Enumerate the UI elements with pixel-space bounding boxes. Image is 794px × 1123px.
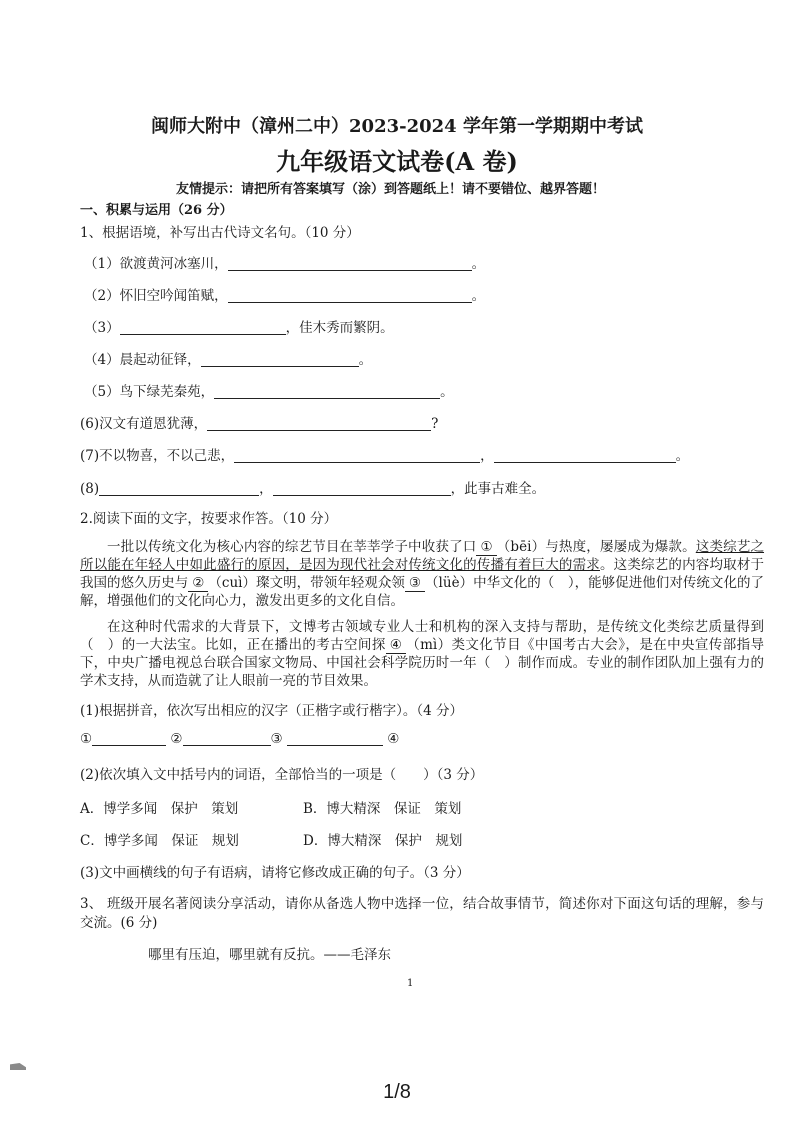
answer-blank: [228, 256, 472, 271]
answer-blank: [214, 384, 440, 399]
reading-paragraph-1: 一批以传统文化为核心内容的综艺节目在莘莘学子中收获了口 ① （bēi）与热度，屡屡成为爆款。这类综艺之所以能在年轻人中如此盛行的原因，是因为现代社会对传统文化的传播有着巨大的需求。这类综艺的内容均取材于我国的悠久历史与 ② （cuì）璨文明，带领年轻观众领 ③ （lüè）中华文化的（ ），能够促进他们对传统文化的了解，增强他们的文化向心力，激发出更多的文化自信。: [80, 539, 765, 609]
scan-smudge: [10, 1063, 26, 1070]
section-heading: 一、积累与运用（26 分）: [80, 203, 233, 218]
option-d: D．博大精深 保护 规划: [303, 833, 463, 849]
reading-paragraph-2: 在这种时代需求的大背景下，文博考古领域专业人士和机构的深入支持与帮助，是传统文化类综艺质量得到（ ）的一大法宝。比如，正在播出的考古空间探 ④ （mì）类文化节目《中国考古大会》，是在中央宣传部指导下，中央广播电视总台联合国家文物局、中国社会科学院历时一年（ ）制作而成。专业的制作团队加上强有力的学术支持，从而造就了让人眼前一亮的节目效果。: [80, 619, 764, 689]
poem-item-6: (6)汉文有道恩犹薄， ?: [80, 416, 439, 432]
blank-1: ①: [476, 539, 496, 556]
sub-question-3: (3)文中画横线的句子有语病，请将它修改成正确的句子。（3 分）: [80, 865, 470, 881]
quote-text: 哪里有压迫，哪里就有反抗。——毛泽东: [148, 947, 391, 963]
instruction-tip: 友情提示：请把所有答案填写（涂）到答题纸上！请不要错位、越界答题！: [176, 182, 606, 197]
question-2-prompt: 2.阅读下面的文字，按要求作答。（10 分）: [80, 511, 338, 527]
page-indicator: 1/8: [383, 1081, 411, 1103]
option-b: B．博大精深 保证 策划: [303, 801, 462, 817]
poem-item-3: （3） ，佳木秀而繁阴。: [84, 320, 394, 336]
answer-blank: [120, 320, 286, 335]
question-3-prompt: 3、 班级开展名著阅读分享活动，请你从备选人物中选择一位，结合故事情节，简述你对下面这句话的理解，参与交流。(6 分): [80, 896, 764, 931]
answer-blank: [201, 352, 359, 367]
poem-item-7: (7)不以物喜，不以己悲， ， 。: [80, 448, 690, 464]
option-c: C．博学多闻 保证 规划: [80, 833, 239, 849]
sub-question-2: (2)依次填入文中括号内的词语，全部恰当的一项是（ ）（3 分）: [80, 767, 484, 783]
answer-blank: [228, 288, 472, 303]
poem-item-5: （5）鸟下绿芜秦苑， 。: [84, 384, 454, 400]
answer-blank: [99, 481, 259, 496]
poem-item-8: (8) ， ，此事古难全。: [80, 481, 546, 497]
question-1-prompt: 1、根据语境，补写出古代诗文名句。（10 分）: [80, 225, 360, 241]
answer-blank: [234, 448, 480, 463]
exam-title: 九年级语文试卷(A 卷): [276, 147, 518, 176]
answer-blank: [494, 448, 676, 463]
scan-mark: 1: [407, 978, 414, 989]
blank-4: ④: [386, 637, 407, 654]
poem-item-2: （2）怀旧空吟闻笛赋， 。: [84, 288, 486, 304]
sub-question-1: (1)根据拼音，依次写出相应的汉字（正楷字或行楷字）。（4 分）: [80, 703, 464, 719]
answer-line-pinyin: ① ② ③ ④: [80, 731, 400, 747]
blank-3: ③: [405, 575, 425, 592]
option-a: A．博学多闻 保护 策划: [80, 801, 239, 817]
school-title: 闽师大附中（漳州二中）2023-2024 学年第一学期期中考试: [151, 116, 643, 137]
answer-blank: [207, 416, 431, 431]
faulty-sentence: 这类综艺之所以能在年轻人中如此盛行的原因，是因为现代社会对传统文化的传播有着巨大的需求: [80, 539, 765, 573]
poem-item-1: （1）欲渡黄河冰塞川， 。: [84, 256, 486, 272]
blank-2: ②: [188, 575, 208, 592]
poem-item-4: （4）晨起动征铎， 。: [84, 352, 373, 368]
answer-blank: [273, 481, 451, 496]
